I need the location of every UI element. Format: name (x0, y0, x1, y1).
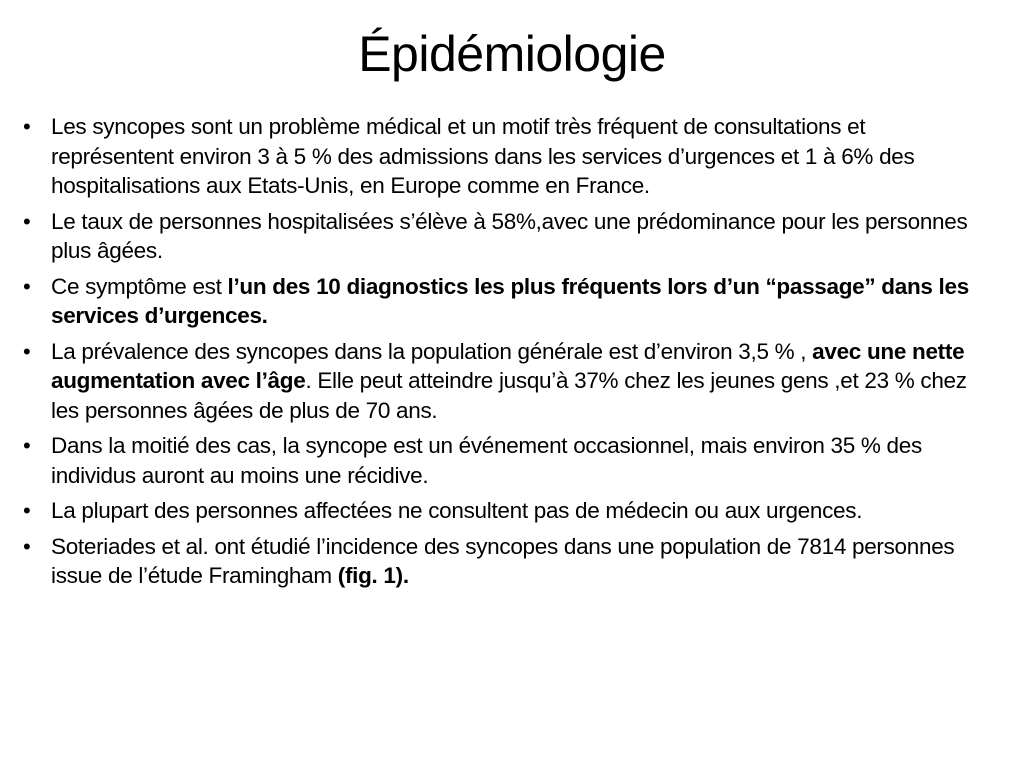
bullet-dot-icon: • (23, 338, 31, 364)
bullet-text-part: . Elle peut atteindre jusqu’à 37% chez les jeunes gens ,et 23 % chez les personnes âgées de plus de 70 ans. (51, 368, 967, 423)
bullet-item (22, 337, 987, 426)
bullet-item (22, 532, 987, 591)
bullet-text-bold: l’un des 10 diagnostics les plus fréquents lors d’un “passage” dans les services d’urgences. (51, 273, 969, 328)
bullet-text-part: Ce symptôme est (51, 273, 228, 299)
bullet-item (22, 272, 987, 331)
bullet-dot-icon: • (23, 114, 31, 139)
bullet-text (51, 498, 862, 523)
bullet-dot-icon: • (23, 498, 31, 523)
bullet-item (22, 431, 987, 490)
bullet-text-bold: avec une nette augmentation avec l’âge (51, 338, 965, 393)
bullet-text-part: Dans la moitié des cas, la syncope est un événement occasionnel, mais environ 35 % des individus auront au moins une récidive. (51, 433, 922, 488)
bullet-item (22, 207, 987, 266)
bullet-text-part: La prévalence des syncopes dans la population générale est d’environ 3,5 % , (51, 338, 813, 364)
slide-title: Épidémiologie (358, 26, 666, 82)
bullet-dot-icon: • (23, 533, 31, 559)
bullet-dot-icon: • (23, 433, 31, 458)
bullet-text (51, 339, 967, 423)
bullet-item (22, 112, 987, 201)
bullet-text-bold: (fig. 1). (337, 563, 409, 588)
bullet-text-part: Le taux de personnes hospitalisées s’élève à 58%,avec une prédominance pour les personnes plus âgées. (51, 208, 968, 263)
bullet-text (51, 433, 922, 488)
bullet-text (51, 274, 969, 329)
bullet-text (51, 114, 914, 198)
bullet-text (51, 209, 967, 264)
bullet-text (51, 534, 954, 589)
bullet-text-part: La plupart des personnes affectées ne consultent pas de médecin ou aux urgences. (51, 498, 863, 523)
bullet-dot-icon: • (23, 208, 31, 234)
bullet-text-part: Soteriades et al. ont étudié l’incidence des syncopes dans une population de 7814 personnes issue de l’étude Framingham (51, 533, 955, 588)
bullet-list (22, 112, 987, 597)
bullet-dot-icon: • (23, 273, 31, 299)
bullet-text-part: Les syncopes sont un problème médical et un motif très fréquent de consultations et représentent environ 3 à 5 % des admissions dans les services d’urgences et 1 à 6% des hospitalisations aux Etats-Unis, en Europe comme en France. (51, 114, 915, 198)
bullet-item (22, 496, 987, 526)
